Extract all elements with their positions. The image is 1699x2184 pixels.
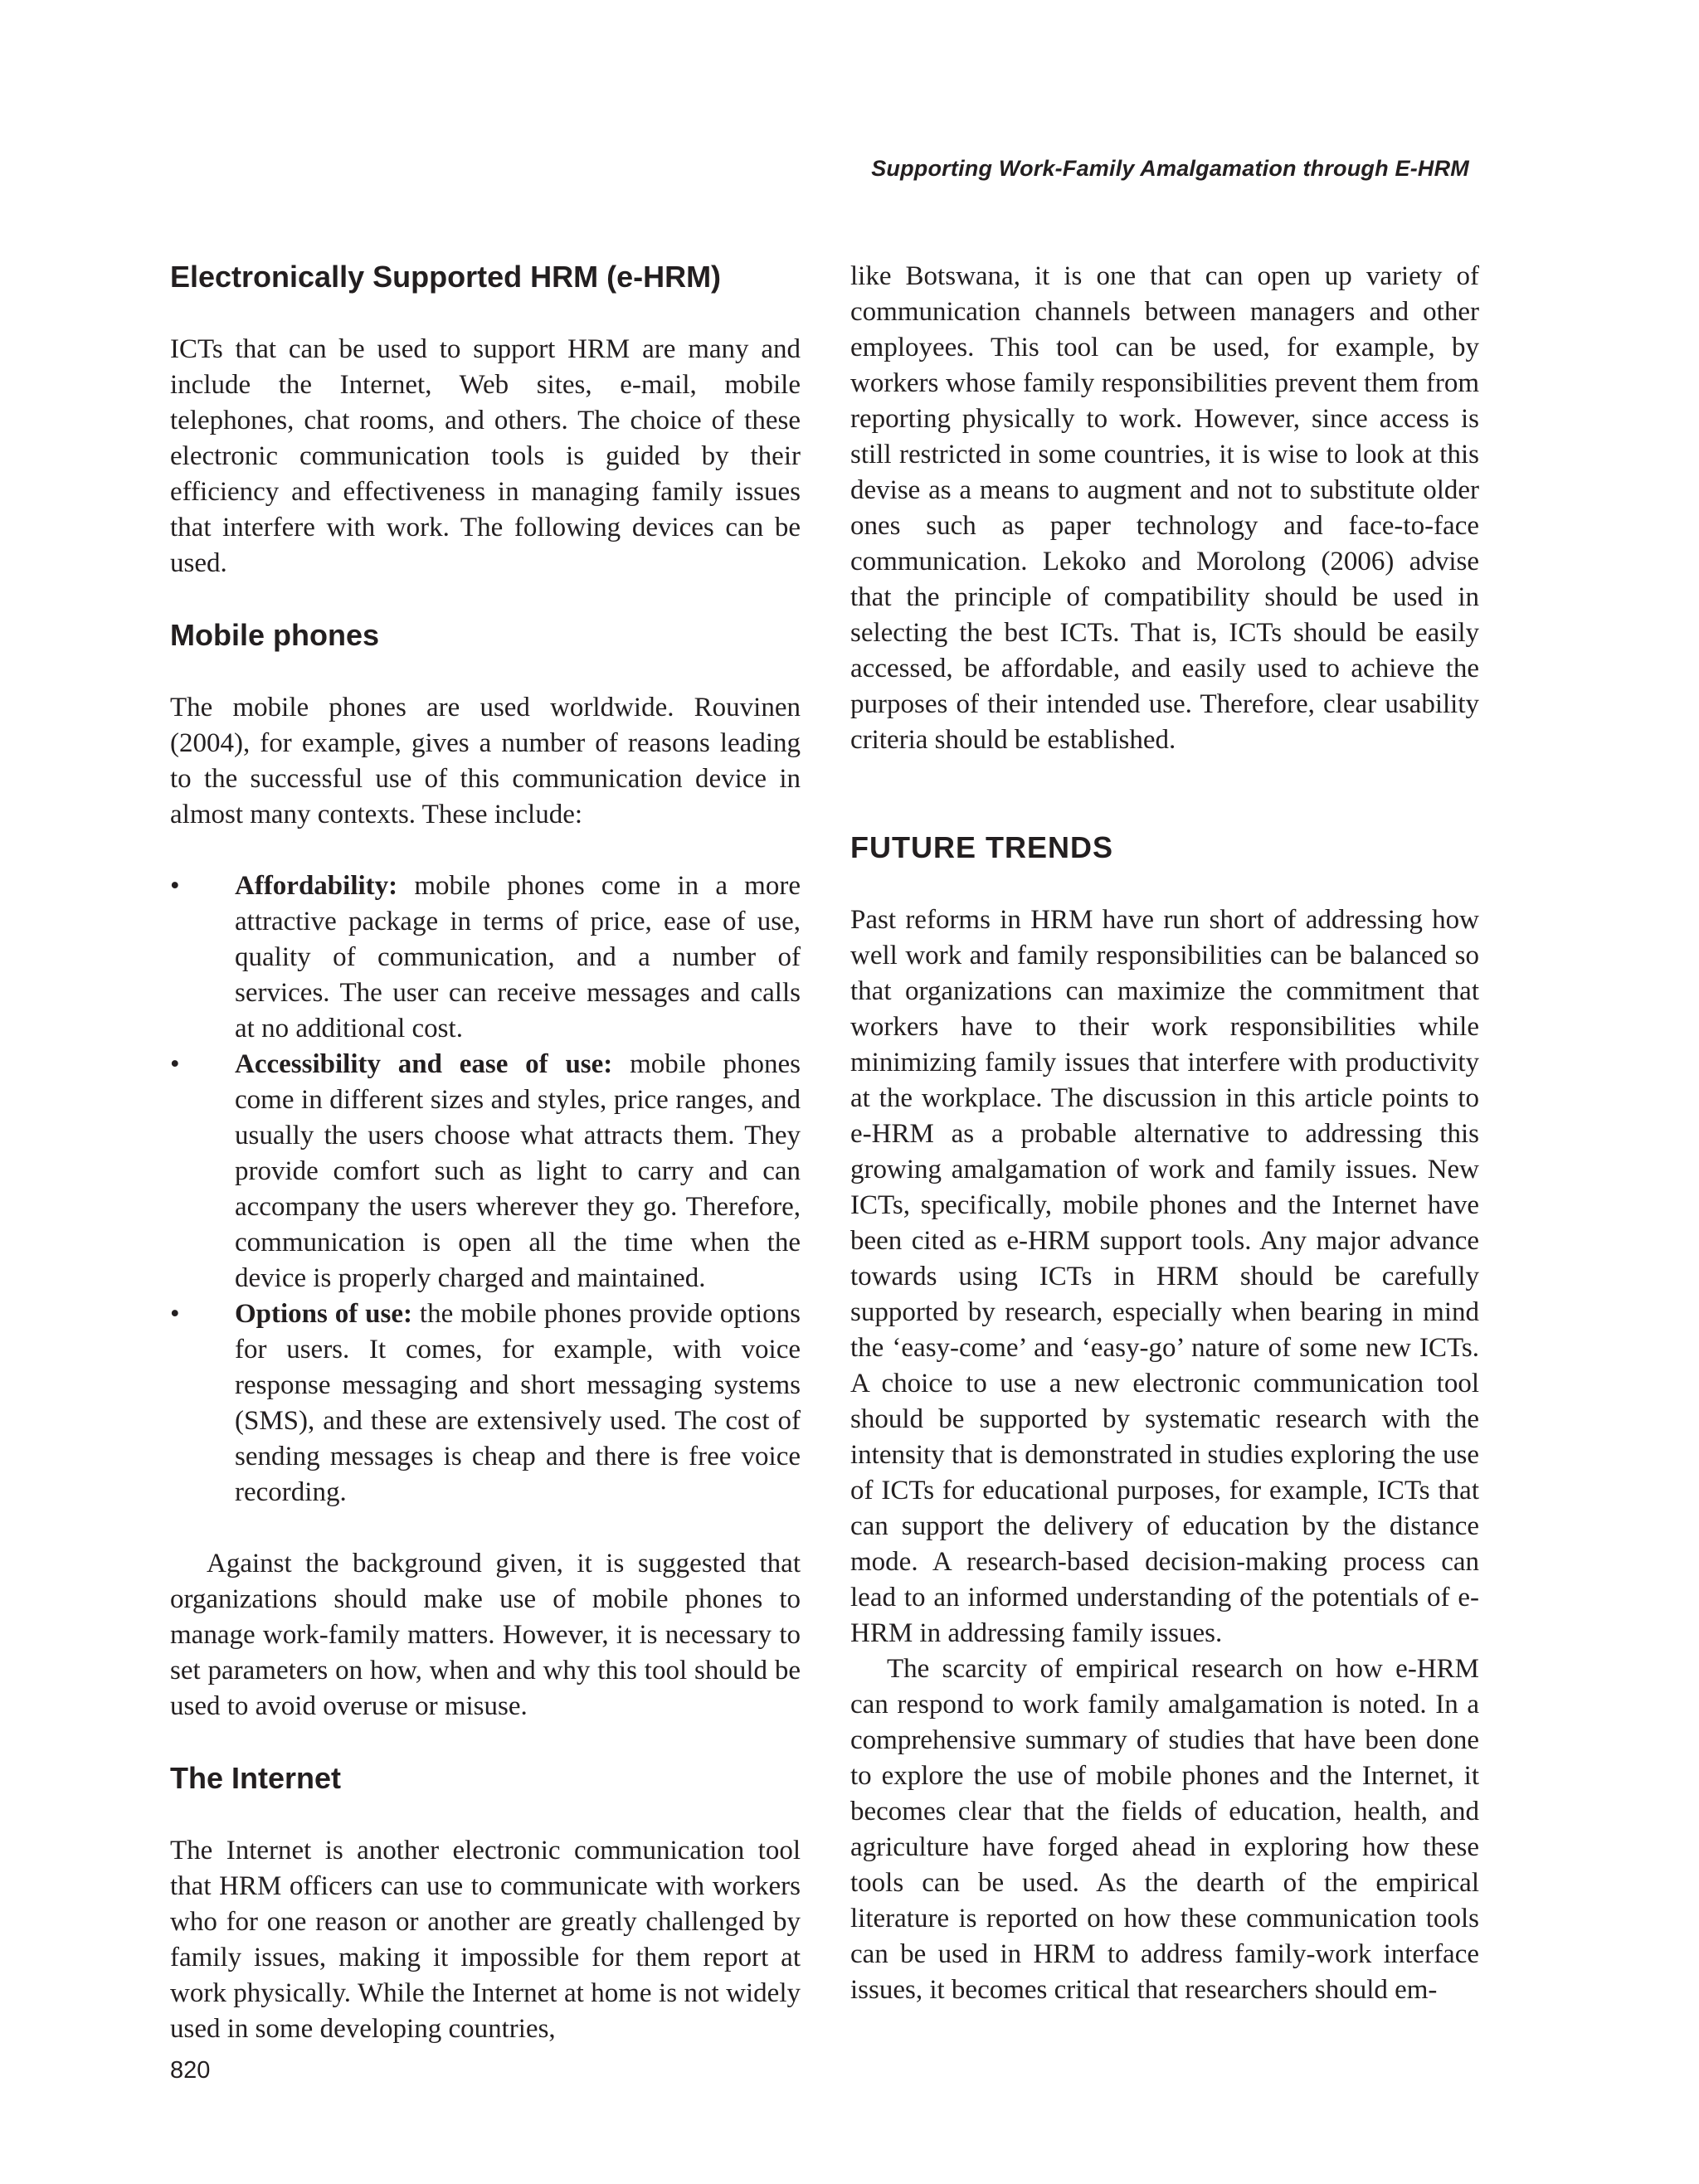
heading-the-internet: The Internet [170, 1761, 342, 1795]
paragraph-scarcity: The scarcity of empirical research on how e-HRM can respond to work family amalgamation is noted. In a comprehensive summary of studies that have been done to explore the use of mobile phones and the Internet, it becomes clear that the fields of education, health, and agriculture have forged ahead in exploring how these tools can be used. As the dearth of the empirical literature is reported on how these communication tools can be used in HRM to address family-work interface issues, it becomes critical that researchers should em- [850, 1654, 1479, 2005]
paragraph-ehrm: ICTs that can be used to support HRM are many and include the Internet, Web sites, e-mail, mobile telephones, chat rooms, and others. The choice of these electronic communication tools is guided by their efficiency and effectiveness in managing family issues that interfere with work. The following devices can be used. [170, 334, 801, 578]
paragraph-internet-continued: like Botswana, it is one that can open up variety of communication channels between managers and other employees. This tool can be used, for example, by workers whose family responsibilities prevent them from reporting physically to work. However, since access is still restricted in some countries, it is wise to look at this devise as a means to augment and not to substitute older ones such as paper technology and face-to-face communication. Lekoko and Morolong (2006) advise that the principle of compatibility should be used in selecting the best ICTs. That is, ICTs should be easily accessed, be affordable, and easily used to achieve the purposes of their intended use. Therefore, clear usability criteria should be established. [850, 261, 1479, 755]
running-title: Supporting Work-Family Amalgamation through E-HRM [871, 156, 1469, 181]
bullet-text: mobile phones come in different sizes and styles, price ranges, and usually the users choose what attracts them. They provide comfort such as light to carry and can accompany the users wherever they go. Therefore, communication is open all the time when the device is properly charged and maintained. [235, 1049, 801, 1293]
bullet-text: the mobile phones provide options for users. It comes, for example, with voice response messaging and short messaging systems (SMS), and these are extensively used. The cost of sending messages is cheap and there is free voice recording. [235, 1299, 801, 1507]
bullet-term: Accessibility and ease of use: [235, 1049, 613, 1079]
heading-mobile-phones: Mobile phones [170, 618, 379, 652]
bullet-marker: • [170, 1299, 180, 1329]
bullet-marker: • [170, 871, 180, 901]
paragraph-the-internet: The Internet is another electronic communication tool that HRM officers can use to communicate with workers who for one reason or another are greatly challenged by family issues, making it impossible for them report at work physically. While the Internet at home is not widely used in some developing countries, [170, 1836, 801, 2044]
bullet-marker: • [170, 1049, 180, 1079]
list-item [170, 1296, 801, 1510]
bullet-term: Affordability: [235, 871, 398, 901]
bullet-term: Options of use: [235, 1299, 413, 1329]
page-number: 820 [170, 2057, 211, 2084]
heading-future-trends: FUTURE TRENDS [850, 830, 1113, 864]
list-item [170, 868, 801, 1047]
paragraph-against-background: Against the background given, it is suggested that organizations should make use of mobile phones to manage work-family matters. However, it is necessary to set parameters on how, when and why this tool should be used to avoid overuse or misuse. [170, 1549, 801, 1721]
heading-ehrm: Electronically Supported HRM (e-HRM) [170, 260, 722, 294]
bullet-text: mobile phones come in a more attractive package in terms of price, ease of use, quality of communication, and a number of services. The user can receive messages and calls at no additional cost. [235, 871, 801, 1043]
right-column [850, 259, 1479, 2008]
paragraph-mobile-phones: The mobile phones are used worldwide. Rouvinen (2004), for example, gives a number of reasons leading to the successful use of this communication device in almost many contexts. These include: [170, 693, 801, 829]
list-item [170, 1047, 801, 1296]
paragraph-future-trends: Past reforms in HRM have run short of addressing how well work and family responsibilities can be balanced so that organizations can maximize the commitment that workers have to their work responsibilities while minimizing family issues that interfere with productivity at the workplace. The discussion in this article points to e-HRM as a probable alternative to addressing this growing amalgamation of work and family issues. New ICTs, specifically, mobile phones and the Internet have been cited as e-HRM support tools. Any major advance towards using ICTs in HRM should be carefully supported by research, especially when bearing in mind the ‘easy-come’ and ‘easy-go’ nature of some new ICTs. A choice to use a new electronic communication tool should be supported by systematic research with the intensity that is demonstrated in studies exploring the use of ICTs for educational purposes, for example, ICTs that can support the delivery of education by the distance mode. A research-based decision-making process can lead to an informed understanding of the potentials of e-HRM in addressing family issues. [850, 905, 1479, 1648]
left-column [170, 259, 801, 2047]
reasons-list [170, 868, 801, 1510]
